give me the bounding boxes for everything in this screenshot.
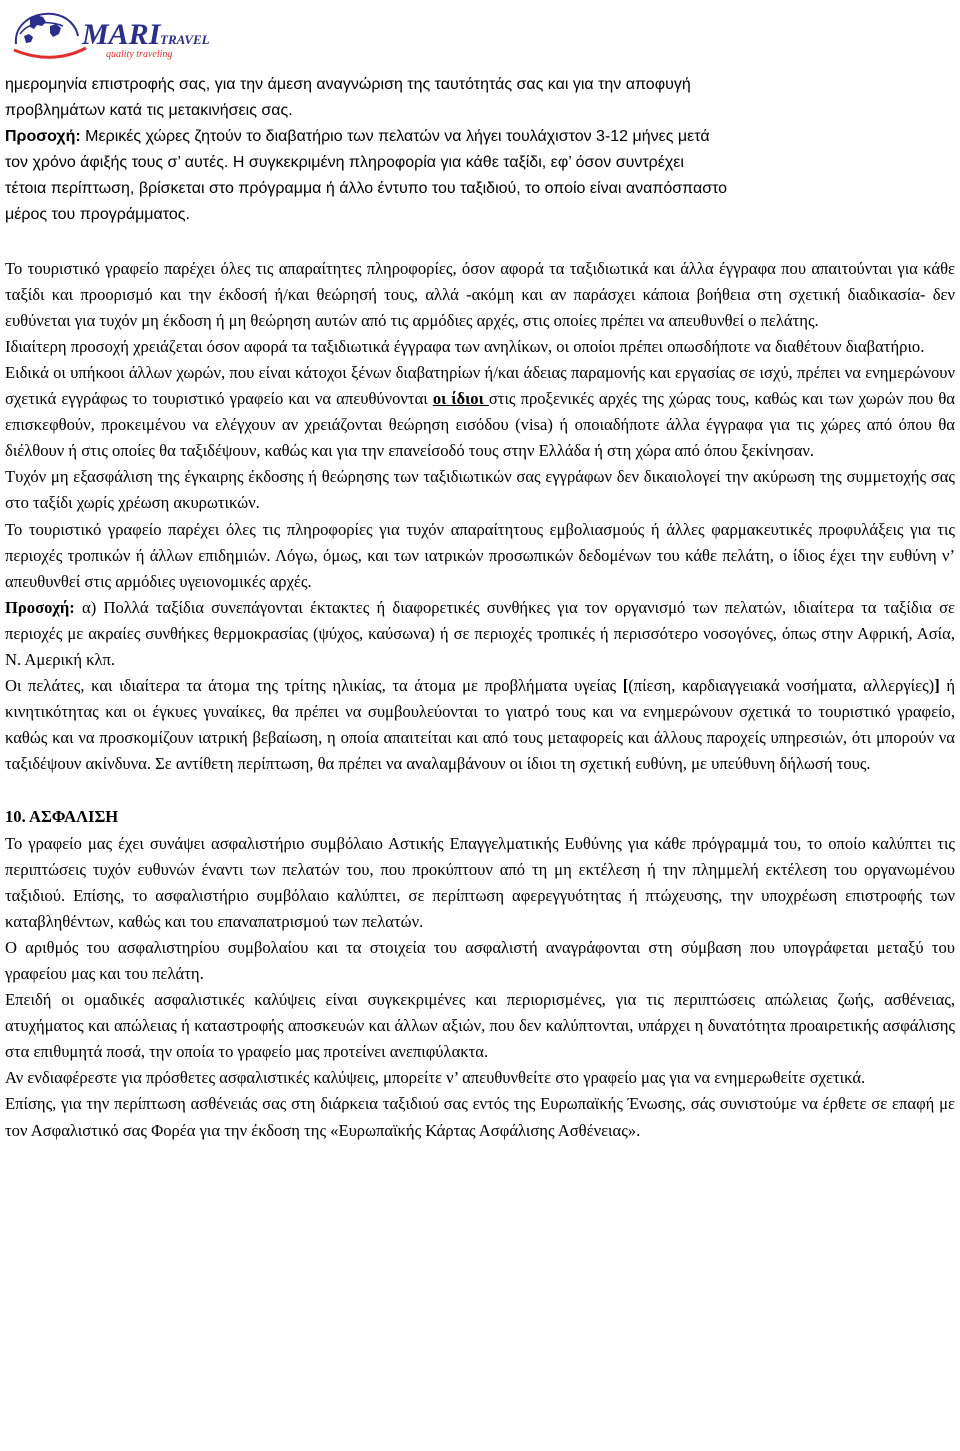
paragraph-foreign-nationals-b: στις προξενικές αρχές της χώρας τους, καθώς και των χωρών που θα επισκεφθούν, προκειμένου να ελέγχουν αν χρειάζονται θεώρηση εισόδου (visa) ή οποιαδήποτε άλλα έγγραφα για τις χώρες από όπου θα διέλθουν ή στις οποίες θα ταξιδέψουν, καθώς και για την επανείσοδό τους στην Ελλάδα ή στη χώρα από όπου ξεκίνησαν.	[5, 389, 955, 461]
intro-line-4: τον χρόνο άφιξής τους σ’ αυτές. Η συγκεκριμένη πληροφορία για κάθε ταξίδι, εφ’ όσον συντρέχει	[5, 154, 684, 172]
spacer	[5, 777, 955, 804]
paragraph-foreign-nationals-a: Ειδικά οι υπήκοοι άλλων χωρών, που είναι κάτοχοι ξένων διαβατηρίων ή/και άδειας παραμονής και εργασίας σε ισχύ, πρέπει να ενημερώνουν σχετικά εγγράφως το τουριστικό γραφείο και να απευθύνονται	[5, 362, 955, 409]
insurance-heading: 10. ΑΣΦΑΛΙΣΗ	[5, 807, 119, 827]
intro-line-2: προβλημάτων κατά τις μετακινήσεις σας.	[5, 102, 293, 120]
paragraph-minors: Ιδιαίτερη προσοχή χρειάζεται όσον αφορά τα ταξιδιωτικά έγγραφα των ανηλίκων, οι οποίοι πρέπει οπωσδήποτε να διαθέτουν διαβατήριο.	[5, 336, 925, 356]
tagline-text: quality traveling	[106, 49, 173, 60]
paragraph-liability-contract: Το γραφείο μας έχει συνάψει ασφαλιστήριο συμβόλαιο Αστικής Επαγγελματικής Ευθύνης για κάθε πρόγραμμά του, το οποίο καλύπτει τις περιπτώσεις τυχόν ευθυνών έναντι των πελατών του, που προκύπτουν από τη μη εκτέλεση ή την πλημμελή εκτέλεση του οργανωμένου ταξιδιού. Επίσης, το ασφαλιστήριο συμβόλαιο καλύπτει, σε περίπτωση αφερεγγυότητας ή πτώχευσης, την υποχρέωση επιστροφής των καταβληθέντων, καθώς και του επαναπατρισμού των πελατών.	[5, 833, 955, 931]
paragraph-attention-conditions-text: α) Πολλά ταξίδια συνεπάγονται έκτακτες ή διαφορετικές συνθήκες για τον οργανισμό των πελατών, ιδιαίτερα τα ταξίδια σε περιοχές με ακραίες συνθήκες θερμοκρασίας (ψύχος, καύσωνα) ή σε περιοχές τροπικές ή περισσότερο νοσογόνες, όπως στην Αφρική, Ασία, Ν. Αμερική κλπ.	[5, 597, 955, 669]
paragraph-elderly-a: Οι πελάτες, και ιδιαίτερα τα άτομα της τρίτης ηλικίας, τα άτομα με προβλήματα υγείας	[5, 676, 623, 696]
intro-line-3	[5, 124, 955, 150]
paragraph-optional-insurance: Επειδή οι ομαδικές ασφαλιστικές καλύψεις είναι συγκεκριμένες και περιορισμένες, για τις περιπτώσεις απώλειας ζωής, ασθένειας, ατυχήματος και απώλειας ή καταστροφής αποσκευών και άλλων αξιών, που δεν καλύπτονται, υπάρχει η δυνατότητα προαιρετικής ασφάλισης στα επιθυμητά ποσά, την οποία το γραφείο μας προτείνει ανεπιφύλακτα.	[5, 990, 955, 1062]
globe-logo-icon	[8, 4, 218, 66]
paragraph-attention-conditions	[5, 595, 955, 673]
section-heading	[5, 804, 955, 830]
intro-line-6: μέρος του προγράμματος.	[5, 206, 190, 224]
paragraph-documents-info: Το τουριστικό γραφείο παρέχει όλες τις απαραίτητες πληροφορίες, όσον αφορά τα ταξιδιωτικά και άλλα έγγραφα που απαιτούνται για κάθε ταξίδι και προορισμό και την έκδοσή ή/και θεώρησή τους, αλλά -ακόμη και αν παράσχει κάποια βοήθεια στη σχετική διαδικασία- δεν ευθύνεται για τυχόν μη έκδοση ή μη θεώρηση αυτών από τις αρμόδιες αρχές, στις οποίες πρέπει να απευθυνθεί ο πελάτης.	[5, 258, 955, 330]
bracket-close: ]	[934, 676, 940, 696]
spacer	[5, 229, 955, 256]
paragraph-elderly-health	[5, 673, 955, 777]
attention-label-2: Προσοχή:	[5, 597, 75, 617]
bracket-open: [	[622, 676, 629, 696]
paragraph-ehic: Επίσης, για την περίπτωση ασθένειάς σας στη διάρκεια ταξιδιού σας εντός της Ευρωπαϊκής Ένωσης, σάς συνιστούμε να έρθετε σε επαφή με τον Ασφαλιστικό σας Φορέα για την έκδοση της «Ευρωπαϊκής Κάρτας Ασφάλισης Ασθένειας».	[5, 1094, 955, 1140]
paragraph-extra-coverage: Αν ενδιαφέρεστε για πρόσθετες ασφαλιστικές καλύψεις, μπορείτε ν’ απευθυνθείτε στο γραφείο μας για να ενημερωθείτε σχετικά.	[5, 1068, 866, 1088]
intro-line-3-text: Μερικές χώρες ζητούν το διαβατήριο των πελατών να λήγει τουλάχιστον 3-12 μήνες μετά	[80, 128, 710, 146]
paragraph-vaccinations: Το τουριστικό γραφείο παρέχει όλες τις πληροφορίες για τυχόν απαραίτητους εμβολιασμούς ή άλλες φαρμακευτικές προφυλάξεις για τις περιοχές τροπικών ή άλλων επιδημιών. Λόγω, όμως, και των ιατρικών προσωπικών δεδομένων του κάθε πελάτη, ο ίδιος έχει την ευθύνη ν’ απευθυνθεί στις αρμόδιες υγειονομικές αρχές.	[5, 519, 955, 591]
mari-travel-logo	[8, 4, 218, 66]
document-body	[5, 72, 955, 1144]
paragraph-foreign-nationals	[5, 360, 955, 464]
paragraph-elderly-c: ή κινητικότητας και οι έγκυες γυναίκες, θα πρέπει να συμβουλεύονται το γιατρό τους και να ενημερώνουν σχετικά το τουριστικό γραφείο, καθώς και να προσκομίζουν ιατρική βεβαίωση, η οποία απαιτείται και από τους μεταφορείς και άλλους παροχείς υπηρεσιών, ότι μπορούν να ταξιδέψουν ακίνδυνα. Σε αντίθετη περίπτωση, θα πρέπει να αναλαμβάνουν οι ίδιοι τη σχετική ευθύνη, με υπεύθυνη δήλωσή τους.	[5, 676, 956, 774]
insurance-section	[5, 804, 955, 1143]
intro-block	[5, 72, 955, 229]
paragraph-elderly-b: (πίεση, καρδιαγγειακά νοσήματα, αλλεργίες)	[628, 676, 935, 696]
paragraph-no-cancellation: Τυχόν μη εξασφάλιση της έγκαιρης έκδοσης ή θεώρησης των ταξιδιωτικών σας εγγράφων δεν δικαιολογεί την ακύρωση της συμμετοχής σας στο ταξίδι χωρίς χρέωση ακυρωτικών.	[5, 467, 955, 513]
underlined-themselves: οι ίδιοι	[432, 389, 489, 409]
brand-text: MARI	[82, 18, 161, 51]
documents-section	[5, 256, 955, 778]
paragraph-contract-number: Ο αριθμός του ασφαλιστηρίου συμβολαίου και τα στοιχεία του ασφαλιστή αναγράφονται στη σύμβαση που υπογράφεται μεταξύ του γραφείου μας και του πελάτη.	[5, 937, 955, 983]
brand-sub-text: TRAVEL	[160, 32, 210, 47]
intro-line-5: τέτοια περίπτωση, βρίσκεται στο πρόγραμμα ή άλλο έντυπο του ταξιδιού, το οποίο είναι αναπόσπαστο	[5, 180, 728, 198]
intro-line-1: ημερομηνία επιστροφής σας, για την άμεση αναγνώριση της ταυτότητάς σας και για την αποφυγή	[5, 76, 691, 93]
attention-label: Προσοχή:	[5, 128, 81, 146]
